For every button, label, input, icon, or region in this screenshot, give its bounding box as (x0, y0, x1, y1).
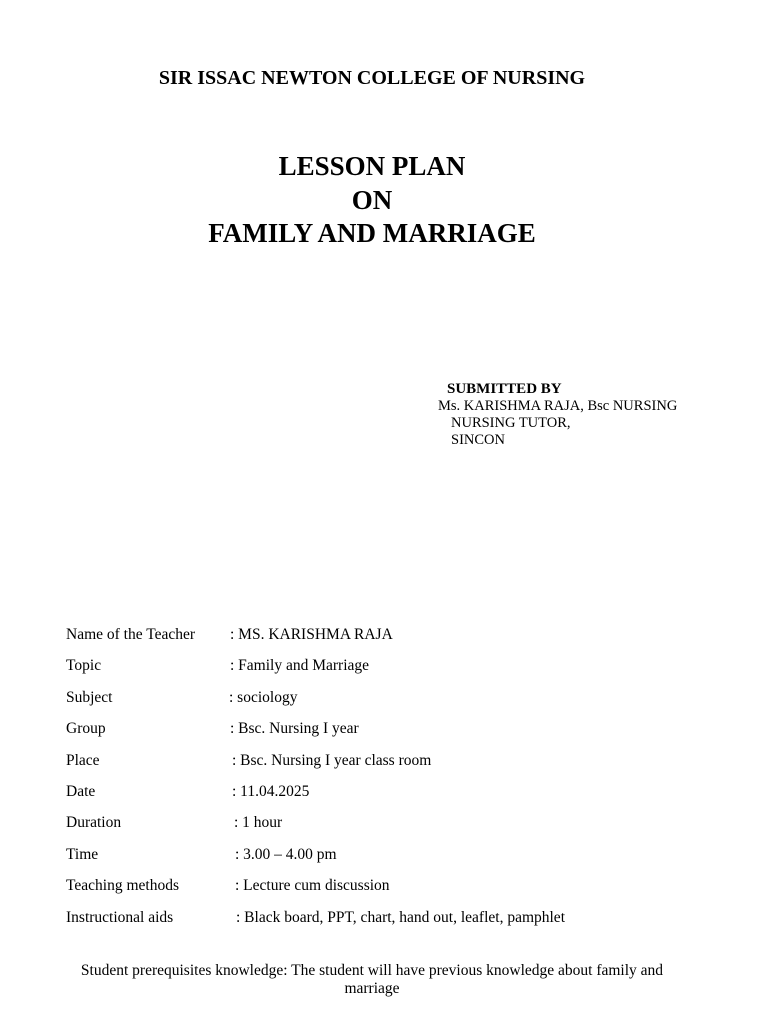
detail-label: Teaching methods (66, 877, 179, 895)
submitter-name: Ms. KARISHMA RAJA, Bsc NURSING (438, 398, 678, 414)
detail-value: : Bsc. Nursing I year class room (232, 751, 432, 769)
detail-value: : Bsc. Nursing I year (230, 720, 359, 738)
detail-label: Duration (66, 814, 122, 832)
detail-label: Place (66, 751, 100, 769)
detail-value: : Black board, PPT, chart, hand out, leaflet, pamphlet (236, 908, 565, 926)
detail-value: : MS. KARISHMA RAJA (230, 626, 393, 643)
title-line-1: LESSON PLAN (278, 151, 466, 181)
detail-label: Topic (66, 657, 102, 675)
submitter-org: SINCON (451, 432, 505, 448)
title-line-3: FAMILY AND MARRIAGE (208, 218, 536, 248)
college-name: SIR ISSAC NEWTON COLLEGE OF NURSING (158, 67, 586, 89)
detail-label: Subject (66, 688, 113, 706)
title-line-2: ON (351, 184, 393, 215)
prerequisites-text: Student prerequisites knowledge: The student will have previous knowledge about family and marriage (80, 962, 664, 997)
detail-value: : Lecture cum discussion (235, 877, 390, 895)
submitted-by-heading: SUBMITTED BY (447, 381, 562, 397)
document-title (0, 150, 744, 251)
detail-label: Date (66, 782, 96, 800)
detail-label: Group (66, 720, 106, 738)
detail-value: : 11.04.2025 (232, 782, 310, 800)
submitter-role: NURSING TUTOR, (451, 415, 571, 431)
detail-value: : sociology (229, 688, 298, 706)
detail-value: : 1 hour (234, 814, 283, 832)
submitted-by-block (438, 381, 677, 449)
detail-value: : Family and Marriage (230, 657, 370, 675)
detail-label: Name of the Teacher (66, 626, 196, 643)
detail-value: : 3.00 – 4.00 pm (235, 845, 337, 863)
detail-label: Instructional aids (66, 908, 174, 926)
detail-label: Time (66, 845, 99, 863)
